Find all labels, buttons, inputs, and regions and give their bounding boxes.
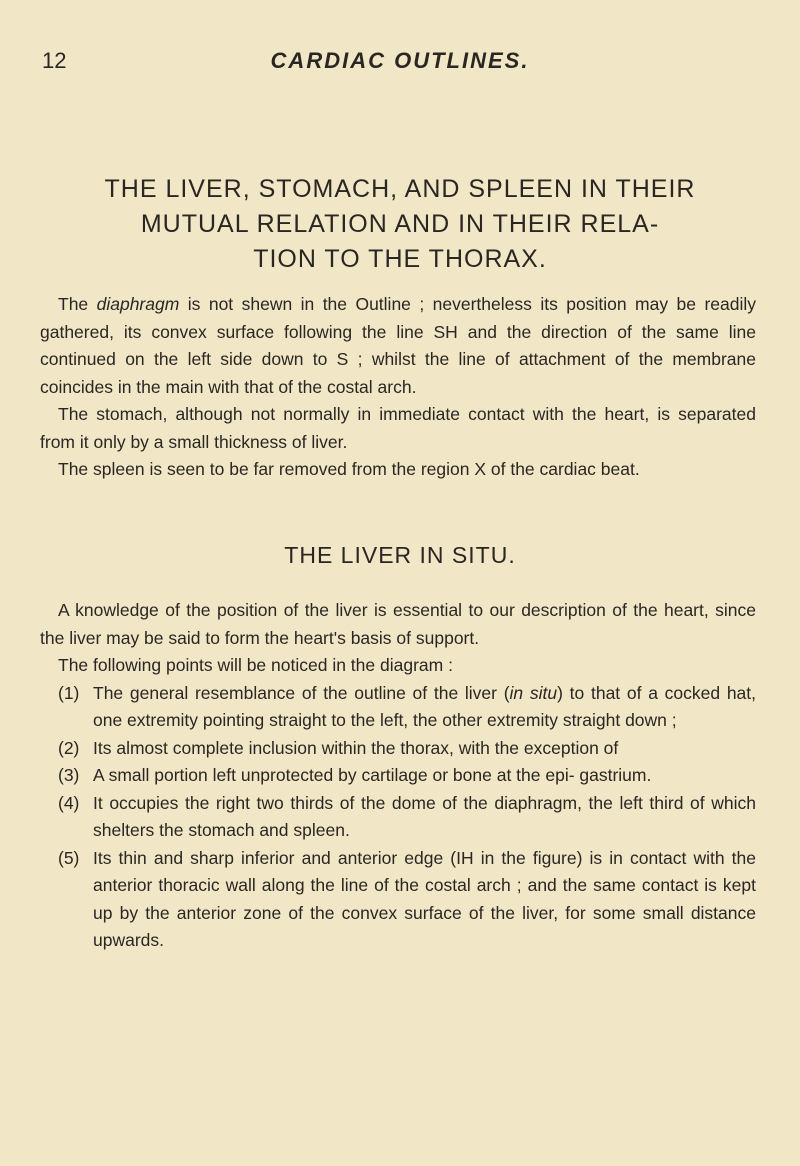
list-item bbox=[40, 680, 756, 735]
list-number: (3) bbox=[58, 765, 80, 785]
list-text bbox=[93, 680, 756, 735]
list-number: (5) bbox=[58, 847, 80, 868]
list-item bbox=[40, 735, 756, 763]
section-heading-liver-stomach-spleen bbox=[40, 172, 760, 277]
paragraph-text: is not shewn in the Outline ; nevertheless its position may be readily gathered, its convex surface following the line SH and the direction of the same line continued on the left side down to S ; whilst the line of attachment of the membrane coincides in the main with that of the costal arch. bbox=[40, 294, 756, 397]
list-text: It occupies the right two thirds of the dome of the diaphragm, the left third of which shelters the stomach and spleen. bbox=[93, 792, 756, 840]
list-number: (4) bbox=[58, 792, 80, 813]
running-title: CARDIAC OUTLINES. bbox=[270, 48, 530, 73]
list-text: A small portion left unprotected by cartilage or bone at the epi- gastrium. bbox=[93, 765, 652, 785]
list-number: (1) bbox=[58, 682, 80, 703]
heading-line: TION TO THE THORAX. bbox=[253, 245, 547, 273]
list-text: Its almost complete inclusion within the thorax, with the exception of bbox=[93, 737, 619, 758]
paragraph-spleen: The spleen is seen to be far removed from the region X of the cardiac beat. bbox=[58, 459, 640, 479]
italic-term: in situ bbox=[509, 682, 558, 703]
paragraph-diaphragm bbox=[40, 291, 756, 401]
numbered-list bbox=[40, 680, 756, 955]
paragraph-stomach: The stomach, although not normally in immediate contact with the heart, is separated from it only by a small thickness of liver. bbox=[40, 404, 756, 452]
paragraph-text: The bbox=[58, 294, 97, 314]
list-text: Its thin and sharp inferior and anterior edge (IH in the figure) is in contact with the anterior thoracic wall along the line of the costal arch ; and the same contact is kept up by the anterior zone of the convex surface of the liver, for some small distance upwards. bbox=[93, 847, 756, 950]
section-heading-liver-in-situ: THE LIVER IN SITU. bbox=[284, 542, 516, 568]
italic-term: diaphragm bbox=[96, 294, 180, 314]
heading-line: THE LIVER, STOMACH, AND SPLEEN IN THEIR bbox=[104, 175, 696, 203]
paragraph-points: The following points will be noticed in the diagram : bbox=[58, 655, 453, 675]
list-item bbox=[40, 762, 756, 790]
section-body-liver bbox=[40, 597, 756, 955]
section-body-relations bbox=[40, 291, 756, 484]
page-number: 12 bbox=[42, 48, 67, 73]
list-text-part: ) to that of a cocked hat, one extremity pointing straight to the left, the other extremity straight down ; bbox=[93, 682, 757, 730]
list-number: (2) bbox=[58, 737, 80, 758]
paragraph-knowledge: A knowledge of the position of the liver is essential to our description of the heart, since the liver may be said to form the heart's basis of support. bbox=[40, 600, 756, 648]
heading-line: MUTUAL RELATION AND IN THEIR RELA- bbox=[140, 210, 660, 238]
list-item bbox=[40, 845, 756, 955]
list-item bbox=[40, 790, 756, 845]
list-text-part: The general resemblance of the outline of the liver ( bbox=[93, 682, 510, 703]
